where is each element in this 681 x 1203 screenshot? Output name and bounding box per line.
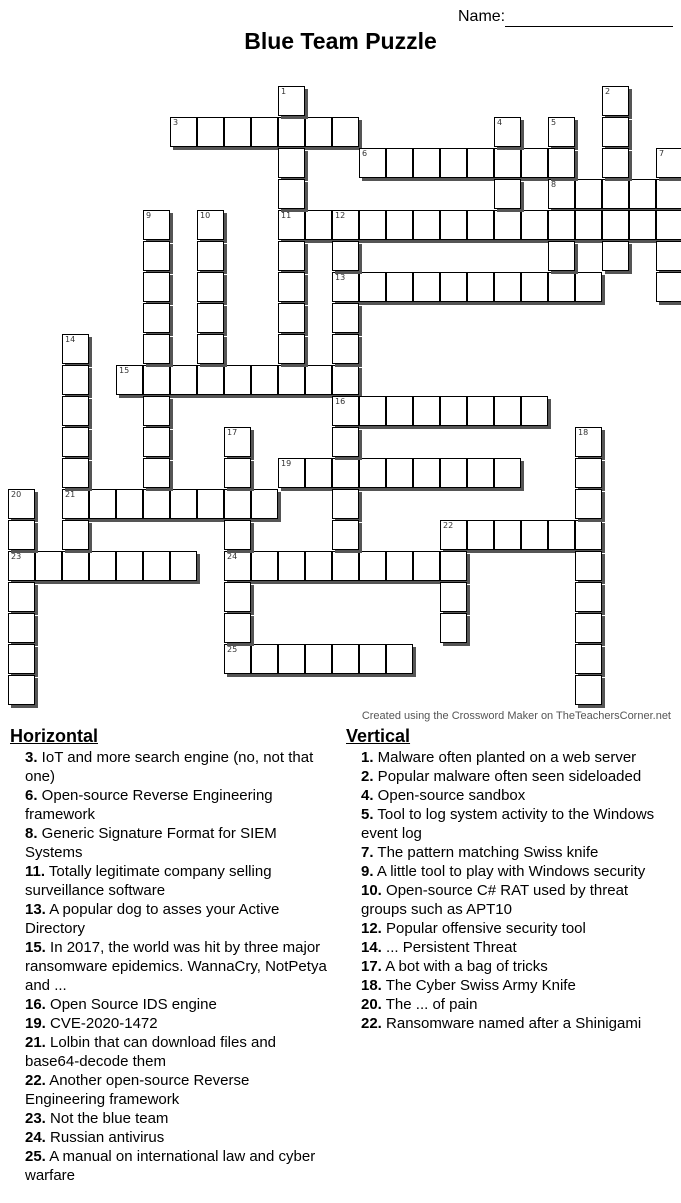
clue-number: 8.	[25, 825, 38, 842]
grid-cell[interactable]	[656, 148, 681, 178]
grid-cell[interactable]	[602, 148, 629, 178]
clue-item	[10, 862, 330, 900]
grid-cell[interactable]	[197, 272, 224, 302]
grid-cell[interactable]	[413, 551, 440, 581]
grid-cell[interactable]	[656, 210, 681, 240]
clue-item	[346, 881, 671, 919]
grid-cell[interactable]	[656, 179, 681, 209]
cell-number: 16	[335, 397, 346, 406]
grid-cell[interactable]	[494, 179, 521, 209]
grid-cell[interactable]	[251, 489, 278, 519]
grid-cell[interactable]	[224, 458, 251, 488]
grid-cell[interactable]	[575, 427, 602, 457]
grid-cell[interactable]	[386, 458, 413, 488]
clue-item	[346, 786, 671, 805]
clue-text: In 2017, the world was hit by three major ransomware epidemics. WannaCry, NotPetya and ...	[25, 939, 327, 994]
grid-cell[interactable]	[494, 272, 521, 302]
clue-item	[10, 1071, 330, 1109]
grid-cell[interactable]	[8, 582, 35, 612]
grid-cell[interactable]	[62, 427, 89, 457]
cell-number: 20	[11, 490, 22, 499]
grid-cell[interactable]	[278, 644, 305, 674]
grid-cell[interactable]	[332, 458, 359, 488]
clue-text: Another open-source Reverse Engineering framework	[25, 1072, 250, 1108]
grid-cell[interactable]	[359, 148, 386, 178]
grid-cell[interactable]	[305, 644, 332, 674]
clue-text: Popular offensive security tool	[381, 920, 586, 937]
grid-cell[interactable]	[359, 396, 386, 426]
cell-number: 11	[281, 211, 292, 220]
grid-cell[interactable]	[143, 427, 170, 457]
grid-cell[interactable]	[575, 551, 602, 581]
clue-item	[346, 767, 671, 786]
clue-item	[346, 862, 671, 881]
clue-text: Popular malware often seen sideloaded	[373, 768, 642, 785]
grid-cell[interactable]	[467, 148, 494, 178]
grid-cell[interactable]	[8, 520, 35, 550]
clue-number: 17.	[361, 958, 382, 975]
clue-item	[346, 805, 671, 843]
cell-number: 24	[227, 552, 238, 561]
grid-cell[interactable]	[575, 179, 602, 209]
grid-cell[interactable]	[467, 520, 494, 550]
clue-text: A popular dog to asses your Active Directory	[25, 901, 280, 937]
grid-cell[interactable]	[278, 148, 305, 178]
grid-cell[interactable]	[332, 241, 359, 271]
grid-cell[interactable]	[197, 365, 224, 395]
grid-cell[interactable]	[278, 272, 305, 302]
grid-cell[interactable]	[8, 613, 35, 643]
vertical-clues	[346, 725, 671, 1033]
grid-cell[interactable]	[494, 210, 521, 240]
grid-cell[interactable]	[521, 396, 548, 426]
grid-cell[interactable]	[278, 303, 305, 333]
clue-text: Open-source C# RAT used by threat groups such as APT10	[361, 882, 629, 918]
grid-cell[interactable]	[656, 272, 681, 302]
clue-number: 16.	[25, 996, 46, 1013]
grid-cell[interactable]	[575, 210, 602, 240]
grid-cell[interactable]	[278, 210, 305, 240]
grid-cell[interactable]	[224, 613, 251, 643]
grid-cell[interactable]	[332, 334, 359, 364]
clue-item	[10, 995, 330, 1014]
grid-cell[interactable]	[467, 272, 494, 302]
clue-item	[10, 1033, 330, 1071]
grid-cell[interactable]	[629, 179, 656, 209]
grid-cell[interactable]	[332, 489, 359, 519]
clue-item	[10, 938, 330, 995]
grid-cell[interactable]	[548, 117, 575, 147]
grid-cell[interactable]	[494, 520, 521, 550]
grid-cell[interactable]	[413, 210, 440, 240]
grid-cell[interactable]	[413, 396, 440, 426]
grid-cell[interactable]	[440, 551, 467, 581]
grid-cell[interactable]	[278, 365, 305, 395]
grid-cell[interactable]	[224, 644, 251, 674]
grid-cell[interactable]	[629, 210, 656, 240]
clue-number: 20.	[361, 996, 382, 1013]
grid-cell[interactable]	[548, 179, 575, 209]
grid-cell[interactable]	[575, 675, 602, 705]
grid-cell[interactable]	[440, 582, 467, 612]
grid-cell[interactable]	[332, 551, 359, 581]
grid-cell[interactable]	[521, 272, 548, 302]
grid-cell[interactable]	[197, 241, 224, 271]
clue-number: 22.	[25, 1072, 46, 1089]
grid-cell[interactable]	[251, 365, 278, 395]
clue-text: Open-source sandbox	[373, 787, 526, 804]
grid-cell[interactable]	[359, 644, 386, 674]
grid-cell[interactable]	[602, 117, 629, 147]
grid-cell[interactable]	[62, 396, 89, 426]
grid-cell[interactable]	[224, 551, 251, 581]
clue-text: CVE-2020-1472	[45, 1015, 158, 1032]
grid-cell[interactable]	[575, 613, 602, 643]
clue-number: 13.	[25, 901, 46, 918]
grid-cell[interactable]	[494, 148, 521, 178]
grid-cell[interactable]	[143, 303, 170, 333]
grid-cell[interactable]	[575, 272, 602, 302]
grid-cell[interactable]	[143, 551, 170, 581]
grid-cell[interactable]	[305, 117, 332, 147]
grid-cell[interactable]	[197, 210, 224, 240]
cell-number: 22	[443, 521, 454, 530]
grid-cell[interactable]	[143, 365, 170, 395]
grid-cell[interactable]	[359, 210, 386, 240]
grid-cell[interactable]	[332, 117, 359, 147]
grid-cell[interactable]	[62, 458, 89, 488]
grid-cell[interactable]	[602, 179, 629, 209]
grid-cell[interactable]	[62, 520, 89, 550]
clue-number: 3.	[25, 749, 38, 766]
clue-item	[346, 995, 671, 1014]
grid-cell[interactable]	[197, 334, 224, 364]
clue-item	[346, 976, 671, 995]
clue-number: 14.	[361, 939, 382, 956]
grid-cell[interactable]	[521, 520, 548, 550]
grid-cell[interactable]	[116, 551, 143, 581]
grid-cell[interactable]	[440, 148, 467, 178]
grid-cell[interactable]	[656, 241, 681, 271]
clue-item	[10, 748, 330, 786]
grid-cell[interactable]	[224, 520, 251, 550]
clue-item	[10, 1109, 330, 1128]
grid-cell[interactable]	[143, 272, 170, 302]
grid-cell[interactable]	[278, 458, 305, 488]
grid-cell[interactable]	[575, 582, 602, 612]
grid-cell[interactable]	[467, 458, 494, 488]
clue-text: Malware often planted on a web server	[373, 749, 637, 766]
horizontal-clues	[10, 725, 330, 1185]
grid-cell[interactable]	[197, 489, 224, 519]
cell-number: 13	[335, 273, 346, 282]
grid-cell[interactable]	[575, 520, 602, 550]
grid-cell[interactable]	[89, 489, 116, 519]
grid-cell[interactable]	[35, 551, 62, 581]
grid-cell[interactable]	[143, 334, 170, 364]
grid-cell[interactable]	[8, 489, 35, 519]
grid-cell[interactable]	[278, 241, 305, 271]
clue-text: A manual on international law and cyber warfare	[25, 1148, 316, 1184]
grid-cell[interactable]	[8, 644, 35, 674]
grid-cell[interactable]	[440, 272, 467, 302]
clue-number: 21.	[25, 1034, 46, 1051]
grid-cell[interactable]	[386, 210, 413, 240]
grid-cell[interactable]	[143, 241, 170, 271]
clue-item	[346, 919, 671, 938]
grid-cell[interactable]	[8, 675, 35, 705]
grid-cell[interactable]	[305, 365, 332, 395]
grid-cell[interactable]	[440, 613, 467, 643]
grid-cell[interactable]	[494, 396, 521, 426]
cell-number: 9	[146, 211, 152, 220]
grid-cell[interactable]	[386, 551, 413, 581]
clue-text: Totally legitimate company selling surveillance software	[25, 863, 272, 899]
clue-number: 23.	[25, 1110, 46, 1127]
clue-number: 6.	[25, 787, 38, 804]
cell-number: 7	[659, 149, 665, 158]
clue-text: Not the blue team	[45, 1110, 169, 1127]
grid-cell[interactable]	[359, 458, 386, 488]
clue-text: Tool to log system activity to the Windows event log	[361, 806, 655, 842]
grid-cell[interactable]	[143, 489, 170, 519]
grid-cell[interactable]	[548, 272, 575, 302]
grid-cell[interactable]	[521, 148, 548, 178]
grid-cell[interactable]	[386, 272, 413, 302]
grid-cell[interactable]	[143, 458, 170, 488]
cell-number: 1	[281, 87, 287, 96]
grid-cell[interactable]	[332, 365, 359, 395]
name-label: Name:	[458, 8, 506, 25]
grid-cell[interactable]	[467, 396, 494, 426]
clue-text: Lolbin that can download files and base64-decode them	[25, 1034, 277, 1070]
clue-number: 1.	[361, 749, 374, 766]
cell-number: 10	[200, 211, 211, 220]
grid-cell[interactable]	[305, 210, 332, 240]
grid-cell[interactable]	[89, 551, 116, 581]
cell-number: 3	[173, 118, 179, 127]
clue-number: 24.	[25, 1129, 46, 1146]
grid-cell[interactable]	[305, 551, 332, 581]
grid-cell[interactable]	[359, 551, 386, 581]
grid-cell[interactable]	[467, 210, 494, 240]
cell-number: 8	[551, 180, 557, 189]
grid-cell[interactable]	[170, 489, 197, 519]
clue-text: A little tool to play with Windows security	[373, 863, 646, 880]
grid-cell[interactable]	[575, 489, 602, 519]
clue-text: ... Persistent Threat	[381, 939, 517, 956]
cell-number: 21	[65, 490, 76, 499]
clue-item	[346, 1014, 671, 1033]
grid-cell[interactable]	[332, 644, 359, 674]
clue-text: The Cyber Swiss Army Knife	[381, 977, 576, 994]
grid-cell[interactable]	[332, 303, 359, 333]
clue-item	[346, 938, 671, 957]
clue-item	[10, 900, 330, 938]
clue-number: 22.	[361, 1015, 382, 1032]
clue-item	[346, 748, 671, 767]
grid-cell[interactable]	[8, 551, 35, 581]
cell-number: 14	[65, 335, 76, 344]
grid-cell[interactable]	[602, 241, 629, 271]
grid-cell[interactable]	[494, 117, 521, 147]
grid-cell[interactable]	[575, 644, 602, 674]
grid-cell[interactable]	[251, 117, 278, 147]
grid-cell[interactable]	[332, 396, 359, 426]
grid-cell[interactable]	[278, 334, 305, 364]
grid-cell[interactable]	[440, 210, 467, 240]
grid-cell[interactable]	[359, 272, 386, 302]
grid-cell[interactable]	[332, 427, 359, 457]
clue-number: 19.	[25, 1015, 46, 1032]
clue-text: Open Source IDS engine	[45, 996, 217, 1013]
clue-text: IoT and more search engine (no, not that one)	[25, 749, 314, 785]
clue-text: Open-source Reverse Engineering framework	[25, 787, 273, 823]
clue-number: 11.	[25, 863, 46, 880]
clue-item	[10, 1128, 330, 1147]
cell-number: 17	[227, 428, 238, 437]
grid-cell[interactable]	[170, 551, 197, 581]
grid-cell[interactable]	[62, 489, 89, 519]
credit-text: Created using the Crossword Maker on TheTeachersCorner.net	[361, 710, 671, 722]
grid-cell[interactable]	[386, 644, 413, 674]
grid-cell[interactable]	[386, 396, 413, 426]
clue-number: 12.	[361, 920, 382, 937]
clue-item	[10, 1147, 330, 1185]
grid-cell[interactable]	[62, 551, 89, 581]
clue-text: The pattern matching Swiss knife	[373, 844, 599, 861]
grid-cell[interactable]	[575, 458, 602, 488]
cell-number: 23	[11, 552, 22, 561]
cell-number: 4	[497, 118, 503, 127]
clue-number: 4.	[361, 787, 374, 804]
clue-item	[10, 786, 330, 824]
cell-number: 18	[578, 428, 589, 437]
clue-item	[10, 824, 330, 862]
grid-cell[interactable]	[197, 303, 224, 333]
grid-cell[interactable]	[224, 427, 251, 457]
grid-cell[interactable]	[278, 551, 305, 581]
clue-number: 7.	[361, 844, 374, 861]
grid-cell[interactable]	[224, 365, 251, 395]
clue-number: 5.	[361, 806, 374, 823]
vertical-heading: Vertical	[346, 726, 411, 746]
grid-cell[interactable]	[413, 272, 440, 302]
grid-cell[interactable]	[332, 272, 359, 302]
clue-item	[10, 1014, 330, 1033]
grid-cell[interactable]	[224, 489, 251, 519]
grid-cell[interactable]	[548, 210, 575, 240]
grid-cell[interactable]	[332, 520, 359, 550]
grid-cell[interactable]	[413, 148, 440, 178]
cell-number: 12	[335, 211, 346, 220]
grid-cell[interactable]	[521, 210, 548, 240]
grid-cell[interactable]	[602, 210, 629, 240]
clue-number: 10.	[361, 882, 382, 899]
cell-number: 2	[605, 87, 611, 96]
grid-cell[interactable]	[62, 334, 89, 364]
cell-number: 25	[227, 645, 238, 654]
page-title: Blue Team Puzzle	[244, 28, 437, 54]
grid-cell[interactable]	[170, 117, 197, 147]
grid-cell[interactable]	[62, 365, 89, 395]
clue-item	[346, 957, 671, 976]
grid-cell[interactable]	[440, 458, 467, 488]
grid-cell[interactable]	[548, 148, 575, 178]
grid-cell[interactable]	[278, 179, 305, 209]
horizontal-heading: Horizontal	[10, 726, 98, 746]
grid-cell[interactable]	[251, 551, 278, 581]
grid-cell[interactable]	[116, 365, 143, 395]
cell-number: 5	[551, 118, 557, 127]
grid-cell[interactable]	[440, 520, 467, 550]
grid-cell[interactable]	[413, 458, 440, 488]
clue-number: 18.	[361, 977, 382, 994]
clue-text: The ... of pain	[381, 996, 478, 1013]
grid-cell[interactable]	[332, 210, 359, 240]
grid-cell[interactable]	[224, 582, 251, 612]
clue-text: A bot with a bag of tricks	[381, 958, 548, 975]
clue-number: 9.	[361, 863, 374, 880]
cell-number: 15	[119, 366, 130, 375]
clue-text: Ransomware named after a Shinigami	[381, 1015, 642, 1032]
grid-cell[interactable]	[251, 644, 278, 674]
grid-cell[interactable]	[278, 117, 305, 147]
grid-cell[interactable]	[224, 117, 251, 147]
cell-number: 19	[281, 459, 292, 468]
grid-cell[interactable]	[440, 396, 467, 426]
cell-number: 6	[362, 149, 368, 158]
grid-cell[interactable]	[386, 148, 413, 178]
clue-text: Russian antivirus	[45, 1129, 165, 1146]
grid-cell[interactable]	[278, 86, 305, 116]
grid-cell[interactable]	[494, 458, 521, 488]
grid-cell[interactable]	[143, 396, 170, 426]
clue-item	[346, 843, 671, 862]
clue-number: 2.	[361, 768, 374, 785]
grid-cell[interactable]	[197, 117, 224, 147]
grid-cell[interactable]	[305, 458, 332, 488]
clue-text: Generic Signature Format for SIEM Systems	[25, 825, 277, 861]
clue-number: 25.	[25, 1148, 46, 1165]
grid-cell[interactable]	[602, 86, 629, 116]
grid-cell[interactable]	[548, 241, 575, 271]
clue-number: 15.	[25, 939, 46, 956]
grid-cell[interactable]	[116, 489, 143, 519]
grid-cell[interactable]	[548, 520, 575, 550]
grid-cell[interactable]	[170, 365, 197, 395]
grid-cell[interactable]	[143, 210, 170, 240]
